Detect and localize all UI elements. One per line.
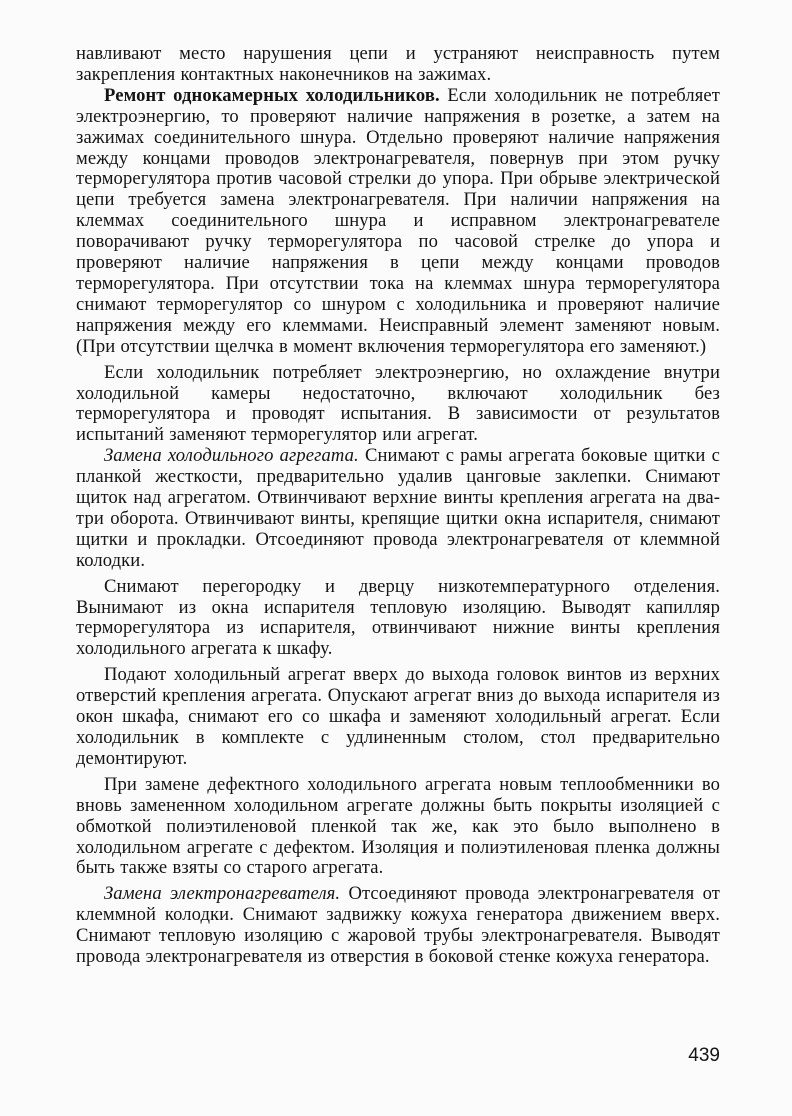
section-heading: Замена электронагревателя. xyxy=(104,883,341,905)
paragraph-text: Если холодильник не потребляет электроэнергию, то проверяют наличие напряжения в розетке, а затем на зажимах соединительного шнура. Отдельно проверяют наличие напряжения между концами проводов электронагревателя, повернув при этом ручку терморегулятора против часовой стрелки до упора. При обрыве электрической цепи требуется замена электронагревателя. При наличии напряжения на клеммах соединительного шнура и исправном электронагревателе поворачивают ручку терморегулятора по часовой стрелке до упора и проверяют наличие напряжения в цепи между концами проводов терморегулятора. При отсутствии тока на клеммах шнура терморегулятора снимают терморегулятор со шнуром с холодильника и проверяют наличие напряжения между его клеммами. Неисправный элемент заменяют новым. (При отсутствии щелчка в момент включения терморегулятора его заменяют.) xyxy=(76,84,721,357)
paragraph-text: Если холодильник потребляет электроэнергию, но охлаждение внутри холодильной камеры недостаточно, включают холодильник без терморегулятора и проводят испытания. В зависимости от результатов испытаний заменяют терморегулятор или агрегат. xyxy=(76,361,720,446)
paragraph-text: Снимают перегородку и дверцу низкотемпературного отделения. Вынимают из окна испарителя тепловую изоляцию. Выводят капилляр терморегулятора из испарителя, отвинчивают нижние винты крепления холодильного агрегата к шкафу. xyxy=(76,575,720,660)
paragraph-text: Снимают с рамы агрегата боковые щитки с планкой жесткости, предварительно удалив цанговые заклепки. Снимают щиток над агрегатом. Отвинчивают верхние винты крепления агрегата на два-три оборота. Отвинчивают винты, крепящие щитки окна испарителя, снимают щитки и прокладки. Отсоединяют провода электронагревателя от клеммной колодки. xyxy=(76,445,720,571)
paragraph-text: навливают место нарушения цепи и устраняют неисправность путем закрепления контактных наконечников на зажимах. xyxy=(76,43,720,85)
paragraph-insufficient-cooling xyxy=(76,363,720,447)
paragraph-unit-replacement xyxy=(76,446,720,571)
paragraph-heater-replacement xyxy=(76,884,720,968)
section-heading: Ремонт однокамерных холодильников. xyxy=(104,84,440,106)
paragraph-text: При замене дефектного холодильного агрегата новым теплообменники во вновь замененном холодильном агрегате должны быть покрыты изоляцией с обмоткой полиэтиленовой пленкой так же, как это было выполнено в холодильном агрегате с дефектом. Изоляция и полиэтиленовая пленка должны быть также взяты со старого агрегата. xyxy=(76,773,720,879)
paragraph-text: Подают холодильный агрегат вверх до выхода головок винтов из верхних отверстий крепления агрегата. Опускают агрегат вниз до выхода испарителя из окон шкафа, снимают его со шкафа и заменяют холодильный агрегат. Если холодильник в комплекте с удлиненным столом, стол предварительно демонтируют. xyxy=(76,664,720,769)
paragraph-unit-lowering xyxy=(76,665,720,770)
section-heading: Замена холодильного агрегата. xyxy=(104,445,359,467)
paragraph-partition-removal xyxy=(76,577,720,661)
page-number: 439 xyxy=(688,1045,720,1066)
paragraph-continuation xyxy=(76,44,720,86)
paragraph-single-chamber-repair xyxy=(76,86,720,358)
page-body xyxy=(76,44,720,968)
paragraph-text: Отсоединяют провода электронагревателя от клеммной колодки. Снимают задвижку кожуха генератора движением вверх. Снимают тепловую изоляцию с жаровой трубы электронагревателя. Выводят провода электронагревателя из отверстия в боковой стенке кожуха генератора. xyxy=(76,883,721,968)
paragraph-heat-exchanger-insulation xyxy=(76,775,720,880)
